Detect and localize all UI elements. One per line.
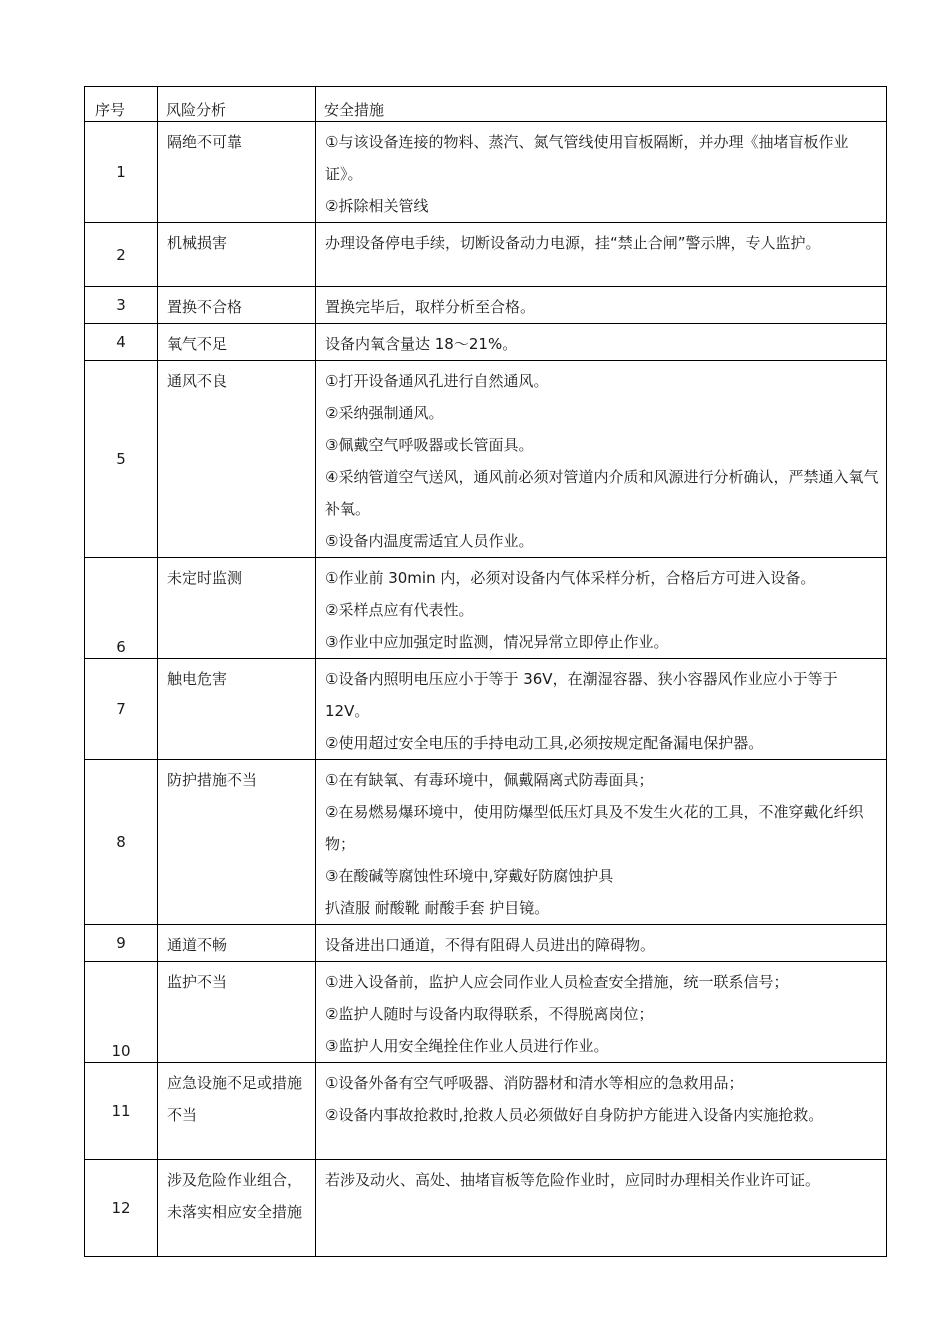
table-row <box>85 962 887 1063</box>
risk-cell: 监护不当 <box>158 962 316 1063</box>
measure-line: ②在易燃易爆环境中，使用防爆型低压灯具及不发生火花的工具，不准穿戴化纤织物； <box>325 803 864 853</box>
serial-no-cell: 11 <box>85 1063 158 1160</box>
table-row <box>85 659 887 760</box>
serial-no-cell: 10 <box>85 962 158 1063</box>
header-safety-measures: 安全措施 <box>316 87 887 122</box>
measure-line: ①与该设备连接的物料、蒸汽、氮气管线使用盲板隔断，并办理《抽堵盲板作业证》。 <box>325 133 849 183</box>
measure-line: ④采纳管道空气送风，通风前必须对管道内介质和风源进行分析确认，严禁通入氧气补氧。 <box>325 468 879 518</box>
measures-cell <box>316 558 887 659</box>
risk-cell: 机械损害 <box>158 223 316 287</box>
measure-line: ②监护人随时与设备内取得联系，不得脱离岗位； <box>325 1005 654 1023</box>
table-row <box>85 1063 887 1160</box>
serial-no-cell: 7 <box>85 659 158 760</box>
measure-line: ②采纳强制通风。 <box>325 404 444 422</box>
measure-line: 设备内氧含量达 18～21%。 <box>325 335 518 353</box>
risk-cell: 通风不良 <box>158 361 316 558</box>
measure-line: 扒渣服 耐酸靴 耐酸手套 护目镜。 <box>325 899 550 917</box>
risk-cell: 通道不畅 <box>158 925 316 962</box>
risk-cell: 涉及危险作业组合，未落实相应安全措施 <box>158 1160 316 1257</box>
table-row <box>85 925 887 962</box>
measure-line: ①在有缺氧、有毒环境中，佩戴隔离式防毒面具； <box>325 771 654 789</box>
measures-cell <box>316 324 887 361</box>
serial-no-cell: 4 <box>85 324 158 361</box>
serial-no-cell: 1 <box>85 122 158 223</box>
table-row <box>85 1160 887 1257</box>
table-row <box>85 287 887 324</box>
measure-line: ①设备外备有空气呼吸器、消防器材和清水等相应的急救用品； <box>325 1074 744 1092</box>
table-row <box>85 361 887 558</box>
measure-line: ①进入设备前，监护人应会同作业人员检查安全措施，统一联系信号； <box>325 973 789 991</box>
header-risk-analysis: 风险分析 <box>158 87 316 122</box>
serial-no-cell: 2 <box>85 223 158 287</box>
measure-line: 设备进出口通道，不得有阻碍人员进出的障碍物。 <box>325 936 656 954</box>
measure-line: ⑤设备内温度需适宜人员作业。 <box>325 532 534 550</box>
serial-no-cell: 12 <box>85 1160 158 1257</box>
serial-no-cell: 5 <box>85 361 158 558</box>
measures-cell <box>316 760 887 925</box>
serial-no-cell: 3 <box>85 287 158 324</box>
measure-line: ③在酸碱等腐蚀性环境中,穿戴好防腐蚀护具 <box>325 867 614 885</box>
measures-cell <box>316 925 887 962</box>
measures-cell <box>316 122 887 223</box>
table-row <box>85 223 887 287</box>
serial-no-cell: 9 <box>85 925 158 962</box>
header-serial-no: 序号 <box>85 87 158 122</box>
risk-cell: 应急设施不足或措施不当 <box>158 1063 316 1160</box>
serial-no-cell: 6 <box>85 558 158 659</box>
measures-cell <box>316 1063 887 1160</box>
measure-line: ①打开设备通风孔进行自然通风。 <box>325 372 549 390</box>
measures-cell <box>316 223 887 287</box>
measure-line: ③作业中应加强定时监测，情况异常立即停止作业。 <box>325 633 669 651</box>
measure-line: 若涉及动火、高处、抽堵盲板等危险作业时，应同时办理相关作业许可证。 <box>325 1171 821 1189</box>
table-row <box>85 324 887 361</box>
measures-cell <box>316 1160 887 1257</box>
risk-cell: 置换不合格 <box>158 287 316 324</box>
table-row <box>85 760 887 925</box>
measure-line: ②拆除相关管线 <box>325 197 429 215</box>
table-header-row <box>85 87 887 122</box>
risk-cell: 氧气不足 <box>158 324 316 361</box>
table-row <box>85 122 887 223</box>
serial-no-cell: 8 <box>85 760 158 925</box>
measures-cell <box>316 962 887 1063</box>
measures-cell <box>316 287 887 324</box>
risk-cell: 触电危害 <box>158 659 316 760</box>
risk-cell: 防护措施不当 <box>158 760 316 925</box>
risk-measures-table <box>84 86 887 1257</box>
measure-line: ②使用超过安全电压的手持电动工具,必须按规定配备漏电保护器。 <box>325 734 764 752</box>
measure-line: ②设备内事故抢救时,抢救人员必须做好自身防护方能进入设备内实施抢救。 <box>325 1106 824 1124</box>
measure-line: 置换完毕后，取样分析至合格。 <box>325 298 536 316</box>
measure-line: ①设备内照明电压应小于等于 36V，在潮湿容器、狭小容器风作业应小于等于 12V。 <box>325 670 838 720</box>
table-row <box>85 558 887 659</box>
measure-line: ②采样点应有代表性。 <box>325 601 474 619</box>
measure-line: ①作业前 30min 内，必须对设备内气体采样分析，合格后方可进入设备。 <box>325 569 816 587</box>
risk-cell: 未定时监测 <box>158 558 316 659</box>
risk-cell: 隔绝不可靠 <box>158 122 316 223</box>
measure-line: ③监护人用安全绳拴住作业人员进行作业。 <box>325 1037 609 1055</box>
measures-cell <box>316 659 887 760</box>
measures-cell <box>316 361 887 558</box>
measure-line: 办理设备停电手续，切断设备动力电源，挂“禁止合闸”警示牌，专人监护。 <box>325 234 821 252</box>
measure-line: ③佩戴空气呼吸器或长管面具。 <box>325 436 534 454</box>
